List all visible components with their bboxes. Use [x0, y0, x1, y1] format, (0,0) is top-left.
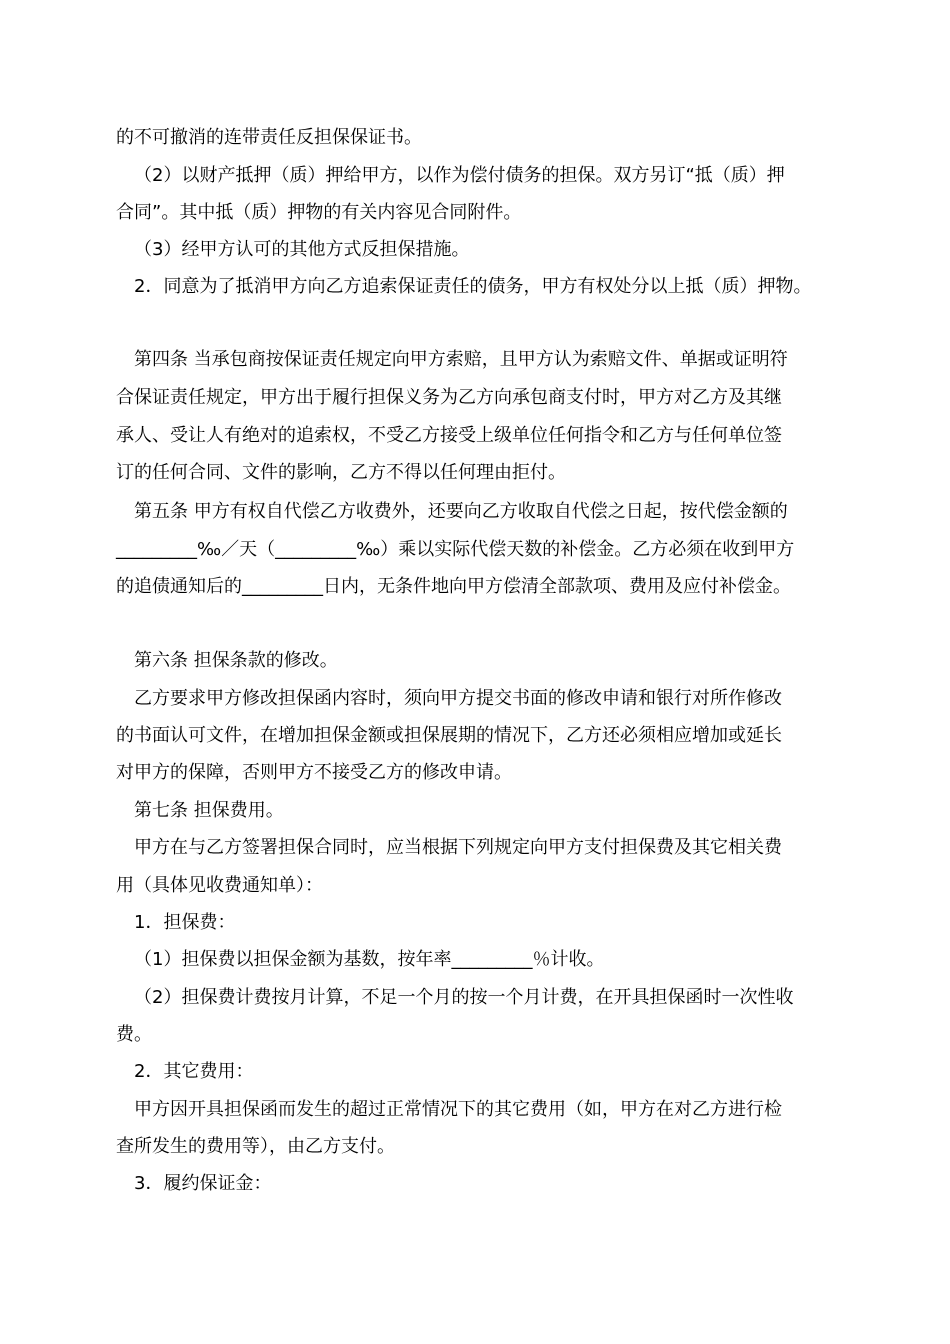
text-line: 的不可撤消的连带责任反担保保证书。 — [116, 127, 422, 148]
text-line: 查所发生的费用等），由乙方支付。 — [116, 1136, 395, 1157]
text-line: 第四条 当承包商按保证责任规定向甲方索赔，且甲方认为索赔文件、单据或证明符 — [134, 349, 788, 370]
text-line: 第五条 甲方有权自代偿乙方收费外，还要向乙方收取自代偿之日起，按代偿金额的 — [134, 501, 788, 522]
text-line: 1．担保费： — [134, 912, 236, 933]
text-line: 的追债通知后的_________日内，无条件地向甲方偿清全部款项、费用及应付补偿金。 — [116, 576, 791, 597]
text-line: 对甲方的保障，否则甲方不接受乙方的修改申请。 — [116, 762, 512, 783]
text-line: 的书面认可文件，在增加担保金额或担保展期的情况下，乙方还必须相应增加或延长 — [116, 725, 782, 746]
text-line: 费。 — [116, 1024, 152, 1045]
text-line: 甲方在与乙方签署担保合同时，应当根据下列规定向甲方支付担保费及其它相关费 — [134, 837, 782, 858]
text-line: （2）以财产抵押（质）押给甲方，以作为偿付债务的担保。双方另订“抵（质）押 — [134, 165, 785, 186]
text-line: 订的任何合同、文件的影响，乙方不得以任何理由拒付。 — [116, 462, 566, 483]
text-line: （3）经甲方认可的其他方式反担保措施。 — [134, 239, 470, 260]
text-line: 2．同意为了抵消甲方向乙方追索保证责任的债务，甲方有权处分以上抵（质）押物。 — [134, 276, 812, 297]
text-line: 承人、受让人有绝对的追索权，不受乙方接受上级单位任何指令和乙方与任何单位签 — [116, 425, 782, 446]
text-line: 乙方要求甲方修改担保函内容时，须向甲方提交书面的修改申请和银行对所作修改 — [134, 688, 782, 709]
text-line: 第七条 担保费用。 — [134, 800, 284, 821]
text-line: 甲方因开具担保函而发生的超过正常情况下的其它费用（如，甲方在对乙方进行检 — [134, 1099, 782, 1120]
text-line: 第六条 担保条款的修改。 — [134, 650, 338, 671]
text-line: 合保证责任规定，甲方出于履行担保义务为乙方向承包商支付时，甲方对乙方及其继 — [116, 387, 782, 408]
text-line: 用（具体见收费通知单）： — [116, 875, 323, 896]
text-line: 3．履约保证金： — [134, 1173, 272, 1194]
text-line: （1）担保费以担保金额为基数，按年率_________％计收。 — [134, 949, 605, 970]
text-line: 2．其它费用： — [134, 1061, 254, 1082]
text-line: 合同”。其中抵（质）押物的有关内容见合同附件。 — [116, 202, 522, 223]
text-line: （2）担保费计费按月计算，不足一个月的按一个月计费，在开具担保函时一次性收 — [134, 987, 794, 1008]
text-line: _________‰／天（_________‰）乘以实际代偿天数的补偿金。乙方必须在收到甲方 — [116, 539, 795, 560]
